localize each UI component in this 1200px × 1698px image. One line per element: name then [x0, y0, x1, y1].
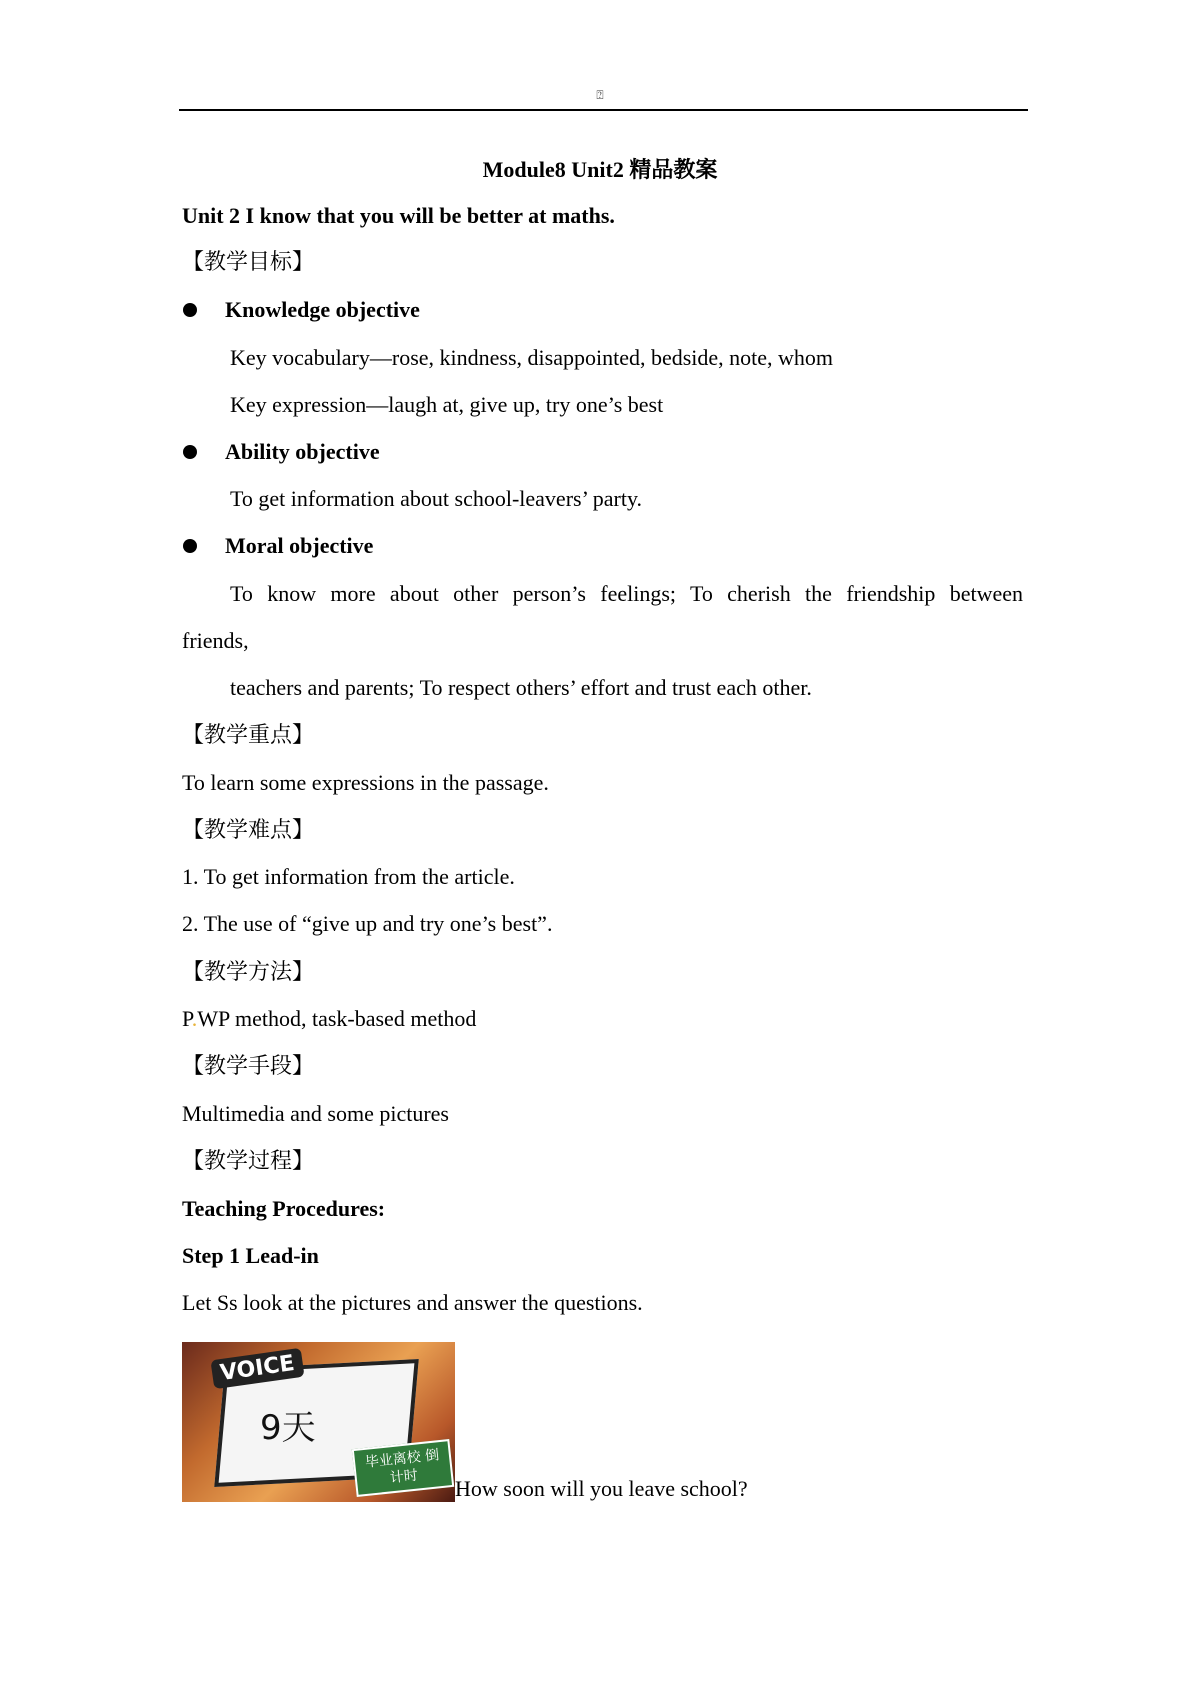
- moral-objective-label: Moral objective: [225, 533, 374, 558]
- difficulty-item-1: 1. To get information from the article.: [182, 864, 515, 889]
- unit-subtitle: Unit 2 I know that you will be better at maths.: [182, 203, 615, 228]
- document-title: Module8 Unit2 精品教案: [482, 157, 718, 182]
- objectives-heading: 【教学目标】: [182, 249, 315, 274]
- picture-logo: VOICE: [210, 1348, 304, 1389]
- ability-objective-label: Ability objective: [225, 439, 380, 464]
- difficulties-heading: 【教学难点】: [182, 817, 315, 842]
- means-heading: 【教学手段】: [182, 1053, 315, 1078]
- page-header-mark: ⍰: [596, 88, 604, 102]
- methods-heading: 【教学方法】: [182, 959, 315, 984]
- picture-badge: 毕业离校 倒计时: [352, 1439, 454, 1497]
- countdown-picture: [182, 1342, 455, 1502]
- methods-text-dot: .: [191, 1006, 198, 1031]
- step1-label: Step 1 Lead-in: [182, 1243, 319, 1268]
- methods-text-rest: WP method, task-based method: [197, 1006, 477, 1031]
- means-text: Multimedia and some pictures: [182, 1101, 449, 1126]
- process-heading: 【教学过程】: [182, 1148, 315, 1173]
- step1-instruction: Let Ss look at the pictures and answer the questions.: [182, 1290, 643, 1315]
- methods-text-p: P: [182, 1006, 192, 1031]
- key-points-text: To learn some expressions in the passage.: [182, 770, 549, 795]
- moral-objective-line1: To know more about other person’s feelings; To cherish the friendship between: [230, 581, 1023, 606]
- key-expression: Key expression—laugh at, give up, try one’s best: [230, 392, 664, 417]
- picture-countdown-text: 9天: [260, 1408, 316, 1448]
- header-rule: [179, 109, 1028, 111]
- bullet-icon: [183, 303, 197, 317]
- lead-in-question: How soon will you leave school?: [455, 1476, 748, 1501]
- key-vocabulary: Key vocabulary—rose, kindness, disappointed, bedside, note, whom: [230, 345, 834, 370]
- moral-objective-line3: teachers and parents; To respect others’ effort and trust each other.: [230, 675, 812, 700]
- teaching-procedures-label: Teaching Procedures:: [182, 1196, 386, 1221]
- difficulty-item-2: 2. The use of “give up and try one’s best”.: [182, 911, 553, 936]
- moral-objective-line2: friends,: [182, 628, 249, 653]
- bullet-icon: [183, 445, 197, 459]
- methods-text: [182, 1005, 476, 1033]
- bullet-icon: [183, 539, 197, 553]
- key-points-heading: 【教学重点】: [182, 722, 315, 747]
- ability-objective-text: To get information about school-leavers’ party.: [230, 486, 643, 511]
- knowledge-objective-label: Knowledge objective: [225, 297, 420, 322]
